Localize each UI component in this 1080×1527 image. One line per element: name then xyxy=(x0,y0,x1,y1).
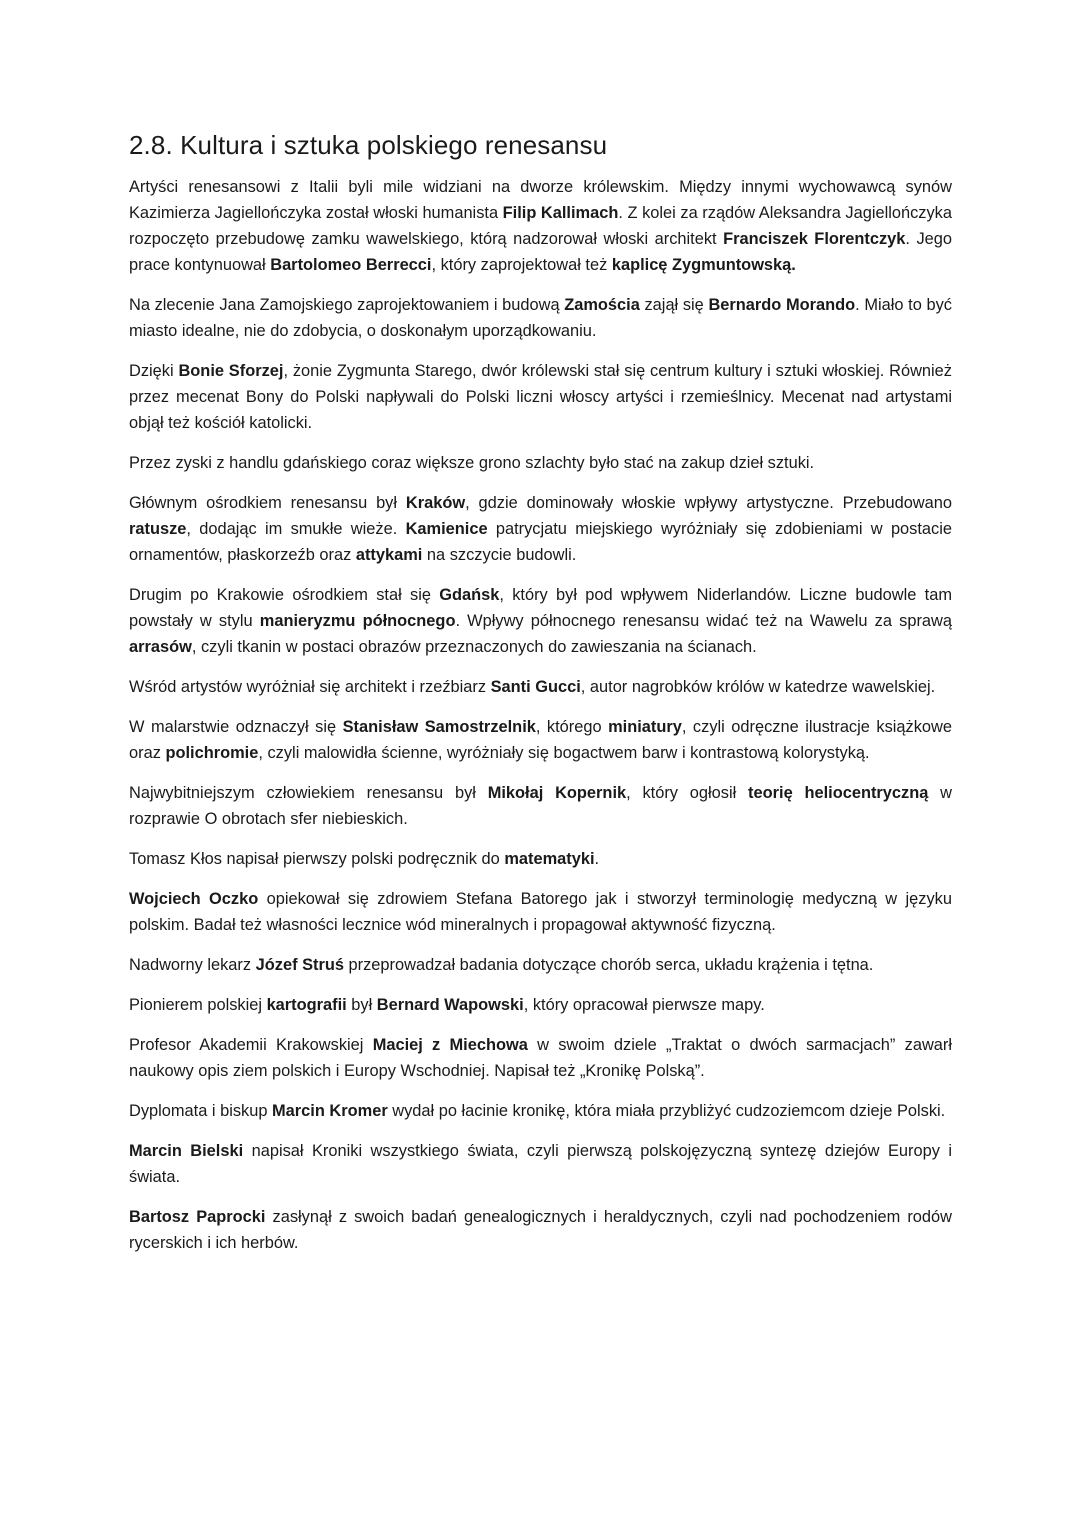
bold-term: arrasów xyxy=(129,638,192,656)
paragraph-6 xyxy=(129,582,952,660)
bold-term: Kraków xyxy=(405,494,466,512)
bold-term: polichromie xyxy=(165,744,259,762)
text-run: Przez zyski z handlu gdańskiego coraz większe grono szlachty było stać na zakup dzieł sztuki. xyxy=(129,454,815,472)
paragraph-4 xyxy=(129,450,952,476)
bold-term: Stanisław Samostrzelnik xyxy=(342,718,536,736)
bold-term: kaplicę Zygmuntowską. xyxy=(611,256,796,274)
text-run: Pionierem polskiej xyxy=(129,996,267,1014)
bold-term: Marcin Kromer xyxy=(272,1102,388,1120)
text-run: . Z kolei za rządów Aleksandra Jagiellończyka rozpoczęto przebudowę zamku wawelskiego, którą nadzorował włoski architekt xyxy=(129,204,952,248)
text-run: , czyli tkanin w postaci obrazów przeznaczonych do zawieszania na ścianach. xyxy=(191,638,757,656)
text-run: . xyxy=(594,850,600,868)
bold-term: manieryzmu północnego xyxy=(259,612,456,630)
text-run: zasłynął z swoich badań genealogicznych i heraldycznych, czyli nad pochodzeniem rodów rycerskich i ich herbów. xyxy=(129,1208,952,1252)
text-run: Na zlecenie Jana Zamojskiego zaprojektowaniem i budową xyxy=(129,296,565,314)
page-title: 2.8. Kultura i sztuka polskiego renesansu xyxy=(129,130,608,160)
text-run: w swoim dziele „Traktat o dwóch sarmacjach” zawarł naukowy opis ziem polskich i Europy Wschodniej. Napisał też „Kronikę Polską”. xyxy=(129,1036,952,1080)
text-run: W malarstwie odznaczył się xyxy=(129,718,343,736)
text-run: Profesor Akademii Krakowskiej xyxy=(129,1036,373,1054)
bold-term: Mikołaj Kopernik xyxy=(487,784,627,802)
text-run: był xyxy=(346,996,377,1014)
paragraph-5 xyxy=(129,490,952,568)
document-body xyxy=(129,174,952,1256)
bold-term: Bartolomeo Berrecci xyxy=(270,256,432,274)
bold-term: kartografii xyxy=(266,996,347,1014)
text-run: opiekował się zdrowiem Stefana Batorego jak i stworzył terminologię medyczną w języku polskim. Badał też własności lecznice wód mineralnych i propagował aktywność fizyczną. xyxy=(129,890,952,934)
text-run: Głównym ośrodkiem renesansu był xyxy=(129,494,406,512)
text-run: przeprowadzał badania dotyczące chorób serca, układu krążenia i tętna. xyxy=(343,956,874,974)
paragraph-11 xyxy=(129,886,952,938)
text-run: , żonie Zygmunta Starego, dwór królewski stał się centrum kultury i sztuki włoskiej. Również przez mecenat Bony do Polski napływali do Polski liczni włoscy artyści i rzemieślnicy. Mecenat nad artystami objął też kościół katolicki. xyxy=(129,362,952,432)
text-run: Najwybitniejszym człowiekiem renesansu był xyxy=(129,784,488,802)
paragraph-9 xyxy=(129,780,952,832)
text-run: . Jego prace kontynuował xyxy=(129,230,953,274)
text-run: Dzięki xyxy=(129,362,179,380)
text-run: Tomasz Kłos napisał pierwszy polski podręcznik do xyxy=(129,850,505,868)
text-run: Nadworny lekarz xyxy=(129,956,256,974)
paragraph-2 xyxy=(129,292,952,344)
paragraph-13 xyxy=(129,992,952,1018)
text-run: , gdzie dominowały włoskie wpływy artystyczne. Przebudowano xyxy=(465,494,952,512)
bold-term: Bartosz Paprocki xyxy=(129,1208,266,1226)
paragraph-8 xyxy=(129,714,952,766)
bold-term: ratusze xyxy=(129,520,187,538)
text-run: , dodając im smukłe wieże. xyxy=(186,520,406,538)
bold-term: Bernard Wapowski xyxy=(376,996,524,1014)
paragraph-15 xyxy=(129,1098,952,1124)
text-run: , czyli odręczne ilustracje książkowe oraz xyxy=(129,718,952,762)
text-run: na szczycie budowli. xyxy=(422,546,577,564)
bold-term: Marcin Bielski xyxy=(129,1142,244,1160)
text-run: patrycjatu miejskiego wyróżniały się zdobieniami w postacie ornamentów, płaskorzeźb oraz xyxy=(129,520,952,564)
paragraph-10 xyxy=(129,846,952,872)
text-run: , który opracował pierwsze mapy. xyxy=(523,996,765,1014)
bold-term: Kamienice xyxy=(405,520,488,538)
text-run: zajął się xyxy=(639,296,709,314)
bold-term: matematyki xyxy=(504,850,595,868)
bold-term: Santi Gucci xyxy=(490,678,581,696)
text-run: Wśród artystów wyróżniał się architekt i rzeźbiarz xyxy=(129,678,491,696)
text-run: . Miało to być miasto idealne, nie do zdobycia, o doskonałym uporządkowaniu. xyxy=(129,296,952,340)
text-run: , który zaprojektował też xyxy=(431,256,612,274)
bold-term: Maciej z Miechowa xyxy=(372,1036,528,1054)
text-run: w rozprawie O obrotach sfer niebieskich. xyxy=(129,784,952,828)
text-run: , który ogłosił xyxy=(626,784,749,802)
bold-term: Wojciech Oczko xyxy=(129,890,259,908)
bold-term: Bonie Sforzej xyxy=(178,362,284,380)
bold-term: Zamościa xyxy=(564,296,640,314)
bold-term: Franciszek Florentczyk xyxy=(723,230,906,248)
bold-term: Filip Kallimach xyxy=(502,204,619,222)
text-run: , którego xyxy=(535,718,609,736)
text-run: wydał po łacinie kronikę, która miała przybliżyć cudzoziemcom dzieje Polski. xyxy=(387,1102,946,1120)
text-run: , autor nagrobków królów w katedrze wawelskiej. xyxy=(580,678,936,696)
bold-term: Gdańsk xyxy=(439,586,500,604)
text-run: , który był pod wpływem Niderlandów. Liczne budowle tam powstały w stylu xyxy=(129,586,952,630)
text-run: napisał Kroniki wszystkiego świata, czyli pierwszą polskojęzyczną syntezę dziejów Europy i świata. xyxy=(129,1142,952,1186)
paragraph-14 xyxy=(129,1032,952,1084)
paragraph-17 xyxy=(129,1204,952,1256)
bold-term: attykami xyxy=(355,546,423,564)
paragraph-16 xyxy=(129,1138,952,1190)
paragraph-12 xyxy=(129,952,952,978)
paragraph-3 xyxy=(129,358,952,436)
paragraph-1 xyxy=(129,174,952,278)
text-run: Artyści renesansowi z Italii byli mile widziani na dworze królewskim. Między innymi wychowawcą synów Kazimierza Jagiellończyka został włoski humanista xyxy=(129,178,952,222)
text-run: Dyplomata i biskup xyxy=(129,1102,273,1120)
text-run: Drugim po Krakowie ośrodkiem stał się xyxy=(129,586,440,604)
bold-term: Bernardo Morando xyxy=(708,296,856,314)
bold-term: teorię heliocentryczną xyxy=(748,784,929,802)
paragraph-7 xyxy=(129,674,952,700)
text-run: , czyli malowidła ścienne, wyróżniały się bogactwem barw i kontrastową kolorystyką. xyxy=(258,744,870,762)
bold-term: Józef Struś xyxy=(255,956,344,974)
text-run: . Wpływy północnego renesansu widać też na Wawelu za sprawą xyxy=(455,612,952,630)
bold-term: miniatury xyxy=(608,718,682,736)
document-page xyxy=(129,128,952,1270)
